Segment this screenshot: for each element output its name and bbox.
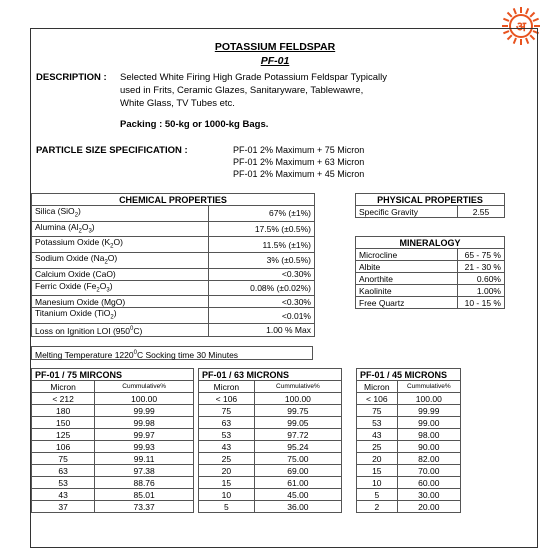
chemical-row xyxy=(32,268,315,280)
size-row xyxy=(199,405,342,417)
chemical-subscript: 2 xyxy=(74,212,79,219)
chemical-superscript: 0 xyxy=(129,326,134,333)
description-line-2: used in Frits, Ceramic Glazes, Sanitaryware, Tablewawre, xyxy=(120,85,364,96)
size-row xyxy=(357,501,461,513)
cumulative-cell: 85.01 xyxy=(95,489,194,501)
micron-cell: 5 xyxy=(199,501,255,513)
chemical-name-tail: ) xyxy=(113,308,117,319)
cumulative-cell: 99.75 xyxy=(254,405,341,417)
mineral-value: 10 - 15 % xyxy=(458,297,505,309)
mineral-name: Microcline xyxy=(356,249,458,261)
cumulative-cell: 99.97 xyxy=(95,429,194,441)
particle-size-line-1: PF-01 2% Maximum + 75 Micron xyxy=(233,145,365,155)
chemical-name-mid: O xyxy=(81,221,89,232)
chemical-name-text: Ferric Oxide (Fe xyxy=(35,280,97,291)
chemical-name xyxy=(32,296,209,308)
chemical-row xyxy=(32,296,315,308)
chemical-name-text: Loss on Ignition LOI (950 xyxy=(35,325,130,336)
mineralogy-heading: MINERALOGY xyxy=(356,237,505,249)
micron-cell: 43 xyxy=(32,489,95,501)
cumulative-column-header: Cummulative% xyxy=(254,381,341,393)
micron-cell: 25 xyxy=(199,453,255,465)
chemical-value: 17.5% (±0.5%) xyxy=(209,221,315,237)
cumulative-cell: 95.24 xyxy=(254,441,341,453)
mineralogy-row xyxy=(356,273,505,285)
mineral-name: Albite xyxy=(356,261,458,273)
mineral-value: 21 - 30 % xyxy=(458,261,505,273)
chemical-subscript: 2 xyxy=(110,315,114,322)
mineral-name: Anorthite xyxy=(356,273,458,285)
micron-cell: 37 xyxy=(32,501,95,513)
micron-cell: 10 xyxy=(199,489,255,501)
chemical-properties-table xyxy=(31,193,315,337)
cumulative-cell: 73.37 xyxy=(95,501,194,513)
micron-cell: 180 xyxy=(32,405,95,417)
chemical-row xyxy=(32,308,315,324)
chemical-subscript-2: 3 xyxy=(106,287,110,294)
chemical-name-text: Sodium Oxide (Na xyxy=(35,253,105,264)
chemical-row xyxy=(32,324,315,337)
micron-cell: 75 xyxy=(199,405,255,417)
melting-degree: 0 xyxy=(133,350,137,356)
micron-column-header: Micron xyxy=(32,381,95,393)
chemical-value: 11.5% (±1%) xyxy=(209,237,315,253)
cumulative-cell: 20.00 xyxy=(397,501,460,513)
cumulative-cell: 99.99 xyxy=(397,405,460,417)
micron-cell: 125 xyxy=(32,429,95,441)
melting-text-end: C Socking time 30 Minutes xyxy=(136,349,239,360)
micron-cell: 20 xyxy=(357,453,398,465)
chemical-name xyxy=(32,237,209,253)
size-row xyxy=(357,393,461,405)
micron-cell: 106 xyxy=(32,441,95,453)
size-table-45-heading: PF-01 / 45 MICRONS xyxy=(357,369,461,381)
packing-text: Packing : 50-kg or 1000-kg Bags. xyxy=(120,119,269,130)
micron-cell: 2 xyxy=(357,501,398,513)
cumulative-cell: 90.00 xyxy=(397,441,460,453)
cumulative-cell: 61.00 xyxy=(254,477,341,489)
size-table-45 xyxy=(356,368,461,513)
size-row xyxy=(357,441,461,453)
chemical-value: <0.01% xyxy=(209,308,315,324)
cumulative-cell: 100.00 xyxy=(95,393,194,405)
size-row xyxy=(32,429,194,441)
chemical-subscript: 2 xyxy=(104,259,108,266)
chemical-row xyxy=(32,237,315,253)
micron-cell: 150 xyxy=(32,417,95,429)
size-row xyxy=(32,489,194,501)
chemical-value: 1.00 % Max xyxy=(209,324,315,337)
cumulative-cell: 99.99 xyxy=(95,405,194,417)
chemical-value: <0.30% xyxy=(209,296,315,308)
size-row xyxy=(199,489,342,501)
mineral-value: 1.00% xyxy=(458,285,505,297)
chemical-name-tail: C) xyxy=(133,325,143,336)
size-row xyxy=(199,441,342,453)
cumulative-cell: 99.93 xyxy=(95,441,194,453)
chemical-subscript-2: 3 xyxy=(88,228,92,235)
size-table-63 xyxy=(198,368,342,513)
chemical-name-tail: O) xyxy=(107,253,118,264)
micron-cell: < 106 xyxy=(199,393,255,405)
cumulative-cell: 88.76 xyxy=(95,477,194,489)
micron-cell: 53 xyxy=(199,429,255,441)
size-row xyxy=(199,477,342,489)
description-line-3: White Glass, TV Tubes etc. xyxy=(120,98,235,109)
chemical-name-mid: O xyxy=(99,280,107,291)
cumulative-cell: 98.00 xyxy=(397,429,460,441)
chemical-subscript: 2 xyxy=(78,228,82,235)
chemical-name-text: Titanium Oxide (TiO xyxy=(35,308,111,319)
mineral-name: Free Quartz xyxy=(356,297,458,309)
mineralogy-row xyxy=(356,249,505,261)
size-row xyxy=(357,429,461,441)
particle-size-label: PARTICLE SIZE SPECIFICATION : xyxy=(36,145,188,156)
chemical-name-text: Alumina (Al xyxy=(35,221,79,232)
mineralogy-row xyxy=(356,261,505,273)
chemical-name-text: Silica (SiO xyxy=(35,206,75,216)
micron-cell: 43 xyxy=(199,441,255,453)
chemical-name xyxy=(32,324,209,337)
size-row xyxy=(32,405,194,417)
size-table-63-heading: PF-01 / 63 MICRONS xyxy=(199,369,342,381)
micron-cell: 75 xyxy=(357,405,398,417)
size-row xyxy=(199,393,342,405)
chemical-name-text: Calcium Oxide (CaO) xyxy=(35,269,116,280)
size-row xyxy=(32,477,194,489)
size-row xyxy=(32,441,194,453)
cumulative-column-header: Cummulative% xyxy=(397,381,460,393)
size-row xyxy=(199,429,342,441)
mineral-name: Kaolinite xyxy=(356,285,458,297)
micron-cell: 63 xyxy=(32,465,95,477)
mineral-value: 65 - 75 % xyxy=(458,249,505,261)
chemical-name-tail: ) xyxy=(91,221,95,232)
cumulative-cell: 70.00 xyxy=(397,465,460,477)
cumulative-cell: 99.05 xyxy=(254,417,341,429)
description-label: DESCRIPTION : xyxy=(36,72,107,83)
cumulative-cell: 99.98 xyxy=(95,417,194,429)
micron-cell: 15 xyxy=(357,465,398,477)
size-row xyxy=(199,453,342,465)
micron-cell: 20 xyxy=(199,465,255,477)
chemical-value: <0.30% xyxy=(209,268,315,280)
micron-cell: 25 xyxy=(357,441,398,453)
cumulative-column-header: Cummulative% xyxy=(95,381,194,393)
size-row xyxy=(32,465,194,477)
melting-temperature xyxy=(31,346,313,360)
physical-value: 2.55 xyxy=(458,206,505,218)
mineralogy-row xyxy=(356,297,505,309)
chemical-name xyxy=(32,253,209,269)
size-row xyxy=(32,393,194,405)
micron-cell: 5 xyxy=(357,489,398,501)
micron-cell: < 106 xyxy=(357,393,398,405)
chemical-name xyxy=(32,221,209,237)
chemical-value: 0.08% (±0.02%) xyxy=(209,280,315,296)
size-row xyxy=(199,501,342,513)
physical-row xyxy=(356,206,505,218)
chemical-name-tail: O) xyxy=(113,237,123,248)
physical-properties-table xyxy=(355,193,505,218)
size-row xyxy=(357,489,461,501)
melting-text-start: Melting Temperature 1220 xyxy=(35,349,134,360)
cumulative-cell: 60.00 xyxy=(397,477,460,489)
physical-name: Specific Gravity xyxy=(356,206,458,218)
chemical-name xyxy=(32,280,209,296)
svg-text:अ: अ xyxy=(516,20,526,35)
micron-cell: 75 xyxy=(32,453,95,465)
chemical-name xyxy=(32,308,209,324)
micron-cell: 10 xyxy=(357,477,398,489)
size-row xyxy=(357,465,461,477)
micron-cell: 53 xyxy=(357,417,398,429)
size-table-75-heading: PF-01 / 75 MIRCONS xyxy=(32,369,194,381)
size-table-75 xyxy=(31,368,194,513)
chemical-row xyxy=(32,280,315,296)
micron-column-header: Micron xyxy=(199,381,255,393)
cumulative-cell: 69.00 xyxy=(254,465,341,477)
chemical-name xyxy=(32,268,209,280)
cumulative-cell: 82.00 xyxy=(397,453,460,465)
micron-cell: 15 xyxy=(199,477,255,489)
micron-cell: 53 xyxy=(32,477,95,489)
chemical-name-tail: ) xyxy=(78,206,81,216)
cumulative-cell: 45.00 xyxy=(254,489,341,501)
chemical-name-text: Manesium Oxide (MgO) xyxy=(35,296,126,307)
size-row xyxy=(357,417,461,429)
chemical-row xyxy=(32,221,315,237)
cumulative-cell: 97.38 xyxy=(95,465,194,477)
cumulative-cell: 36.00 xyxy=(254,501,341,513)
cumulative-cell: 75.00 xyxy=(254,453,341,465)
chemical-name xyxy=(32,206,209,222)
mineralogy-table xyxy=(355,236,505,309)
chemical-subscript: 2 xyxy=(110,244,114,251)
chemical-name-tail: ) xyxy=(109,280,113,291)
chemical-value: 67% (±1%) xyxy=(209,206,315,222)
chemical-row xyxy=(32,253,315,269)
mineral-value: 0.60% xyxy=(458,273,505,285)
micron-cell: 43 xyxy=(357,429,398,441)
product-code: PF-01 xyxy=(260,55,290,67)
chemical-subscript: 2 xyxy=(96,287,100,294)
size-row xyxy=(199,465,342,477)
chemical-properties-heading: CHEMICAL PROPERTIES xyxy=(32,194,315,206)
size-row xyxy=(32,417,194,429)
size-row xyxy=(357,477,461,489)
micron-cell: 63 xyxy=(199,417,255,429)
description-line-1: Selected White Firing High Grade Potassium Feldspar Typically xyxy=(120,72,387,83)
size-row xyxy=(199,417,342,429)
size-row xyxy=(357,405,461,417)
micron-cell: < 212 xyxy=(32,393,95,405)
particle-size-line-2: PF-01 2% Maximum + 63 Micron xyxy=(233,157,365,167)
cumulative-cell: 100.00 xyxy=(397,393,460,405)
size-row xyxy=(32,501,194,513)
chemical-row xyxy=(32,206,315,222)
cumulative-cell: 30.00 xyxy=(397,489,460,501)
micron-column-header: Micron xyxy=(357,381,398,393)
size-row xyxy=(32,453,194,465)
size-row xyxy=(357,453,461,465)
product-title: POTASSIUM FELDSPAR xyxy=(214,41,336,53)
chemical-name-text: Potassium Oxide (K xyxy=(35,237,111,248)
cumulative-cell: 99.00 xyxy=(397,417,460,429)
cumulative-cell: 97.72 xyxy=(254,429,341,441)
chemical-value: 3% (±0.5%) xyxy=(209,253,315,269)
physical-properties-heading: PHYSICAL PROPERTIES xyxy=(356,194,505,206)
cumulative-cell: 99.11 xyxy=(95,453,194,465)
cumulative-cell: 100.00 xyxy=(254,393,341,405)
mineralogy-row xyxy=(356,285,505,297)
particle-size-line-3: PF-01 2% Maximum + 45 Micron xyxy=(233,169,365,179)
